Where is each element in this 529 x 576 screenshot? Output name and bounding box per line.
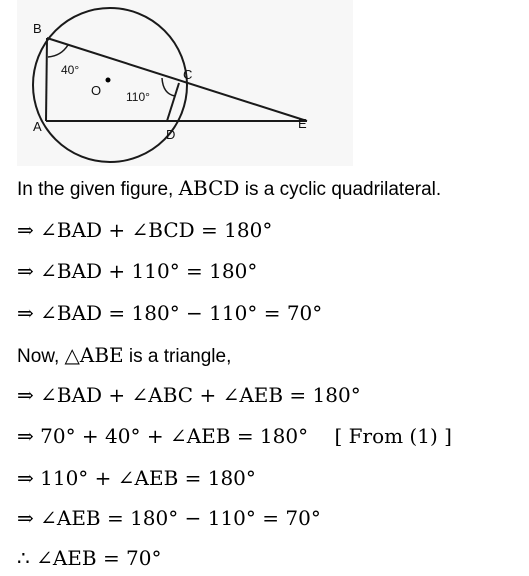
line5-tail: is a triangle, — [123, 346, 232, 367]
angle-label-c: 110° — [126, 90, 150, 104]
label-a: A — [33, 119, 42, 134]
geometry-figure — [17, 0, 353, 166]
label-e: E — [298, 116, 307, 131]
solution-line-3: ⇒ ∠BAD + 110° = 180° — [17, 259, 258, 283]
line7-reference-note: [ From (1) ] — [334, 424, 452, 448]
solution-line-2: ⇒ ∠BAD + ∠BCD = 180° — [17, 218, 273, 242]
angle-label-b: 40° — [61, 63, 80, 77]
line5-math: △ABE — [64, 343, 124, 367]
label-o: O — [91, 83, 102, 98]
solution-line-10: ∴ ∠AEB = 70° — [17, 546, 162, 570]
label-d: D — [166, 127, 176, 142]
line1-tail: is a cyclic quadrilateral. — [239, 179, 442, 200]
solution-line-8: ⇒ 110° + ∠AEB = 180° — [17, 466, 256, 490]
cyclic-quadrilateral-diagram — [17, 0, 353, 166]
line1-math: ABCD — [178, 176, 240, 200]
line5-text: Now, — [17, 346, 65, 367]
solution-line-6: ⇒ ∠BAD + ∠ABC + ∠AEB = 180° — [17, 383, 361, 407]
center-dot — [106, 78, 111, 83]
angle-arc-b — [48, 45, 68, 57]
label-b: B — [33, 21, 42, 36]
segment-cd — [167, 83, 179, 121]
segment-be — [47, 38, 307, 121]
solution-line-9: ⇒ ∠AEB = 180° − 110° = 70° — [17, 506, 321, 530]
line7-equation: ⇒ 70° + 40° + ∠AEB = 180° — [17, 424, 309, 448]
label-c: C — [183, 67, 193, 82]
angle-arc-c — [162, 78, 175, 96]
solution-line-4: ⇒ ∠BAD = 180° − 110° = 70° — [17, 301, 323, 325]
segment-ab — [46, 38, 47, 121]
line1-text: In the given figure, — [17, 179, 179, 200]
solution-line-1 — [17, 176, 441, 201]
solution-line-5 — [17, 343, 231, 368]
solution-line-7 — [17, 424, 452, 448]
